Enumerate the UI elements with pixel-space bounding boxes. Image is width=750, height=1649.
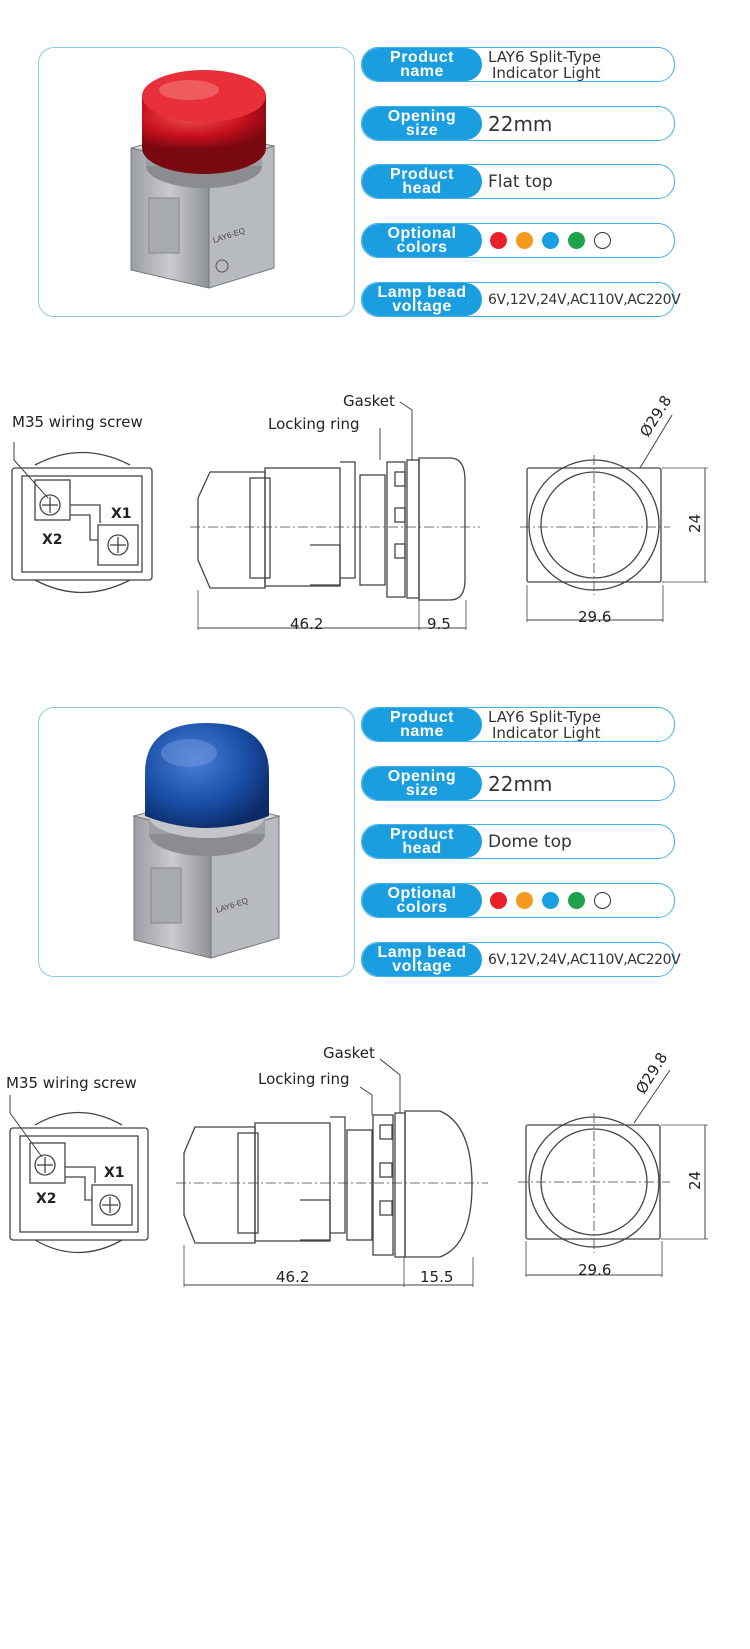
dim-height: 24 [686, 1170, 704, 1190]
red-swatch [490, 892, 507, 909]
spec-row-optional-colors [361, 223, 675, 258]
spec-value: 6V,12V,24V,AC110V,AC220V [488, 951, 681, 968]
spec-label: Opening size [362, 767, 482, 800]
wiring-screw-label: M35 wiring screw [6, 1074, 137, 1092]
spec-label: Product name [362, 708, 482, 741]
spec-value [488, 48, 601, 81]
spec-row-lamp-voltage [361, 282, 681, 317]
spec-value: Dome top [488, 831, 572, 852]
locking-ring-shape [387, 462, 405, 597]
spec-value: 22mm [488, 111, 553, 136]
spec-label: Product head [362, 165, 482, 198]
locking-ring-label: Locking ring [268, 415, 360, 433]
white-swatch [594, 892, 611, 909]
dim-body-length: 46.2 [276, 1268, 310, 1286]
product-name-line1: LAY6 Split-Type [488, 47, 602, 66]
orange-swatch [516, 232, 533, 249]
product-name-line2: Indicator Light [492, 63, 601, 82]
dim-width: 29.6 [578, 1261, 612, 1279]
color-swatches [490, 884, 620, 917]
spec-label: Optional colors [362, 884, 482, 917]
spec-label: Lamp bead voltage [362, 283, 482, 316]
spec-row-lamp-voltage [361, 942, 681, 977]
spec-row-product-head [361, 824, 675, 859]
dome-technical-drawing [0, 1035, 750, 1335]
gasket-shape [395, 1113, 405, 1257]
spec-label: Optional colors [362, 224, 482, 257]
rear-view-outline [35, 1113, 122, 1126]
spec-row-opening-size [361, 766, 675, 801]
spec-value [488, 708, 601, 741]
gasket-label: Gasket [343, 392, 395, 410]
product-name-line1: LAY6 Split-Type [488, 707, 602, 726]
spec-value: Flat top [488, 171, 553, 192]
terminal-x2-label: X2 [36, 1191, 57, 1207]
gasket-shape [407, 460, 419, 598]
svg-text:LAY6-EQ: LAY6-EQ [211, 226, 247, 245]
locking-ring-label: Locking ring [258, 1070, 350, 1088]
dim-head-length: 9.5 [427, 615, 451, 633]
spec-row-product-head [361, 164, 675, 199]
gasket-label: Gasket [323, 1044, 375, 1062]
spec-value: 6V,12V,24V,AC110V,AC220V [488, 291, 681, 308]
flat-indicator-photo [39, 48, 354, 316]
spec-label: Opening size [362, 107, 482, 140]
product-name-line2: Indicator Light [492, 723, 601, 742]
dim-body-length: 46.2 [290, 615, 324, 633]
spec-row-optional-colors [361, 883, 675, 918]
color-swatches [490, 224, 620, 257]
spec-value: 22mm [488, 771, 553, 796]
wiring-screw-label: M35 wiring screw [12, 413, 143, 431]
spec-label: Product head [362, 825, 482, 858]
flat-technical-drawing [0, 380, 750, 680]
rear-view-outline [35, 453, 130, 466]
spec-label: Product name [362, 48, 482, 81]
terminal-x2-label: X2 [42, 532, 63, 548]
dome-indicator-photo [39, 708, 354, 976]
spec-row-opening-size [361, 106, 675, 141]
green-swatch [568, 232, 585, 249]
dim-height: 24 [686, 513, 704, 533]
dim-diameter: Ø29.8 [632, 1049, 672, 1098]
spec-row-product-name [361, 47, 675, 82]
dim-width: 29.6 [578, 608, 612, 626]
flat-lens-shape [419, 458, 465, 600]
blue-swatch [542, 892, 559, 909]
green-swatch [568, 892, 585, 909]
product-photo-flat [38, 47, 355, 317]
locking-ring-shape [373, 1115, 393, 1255]
dim-head-length: 15.5 [420, 1268, 454, 1286]
product-photo-dome [38, 707, 355, 977]
dim-diameter: Ø29.8 [636, 392, 676, 441]
blue-swatch [542, 232, 559, 249]
svg-text:LAY6-EQ: LAY6-EQ [214, 896, 250, 915]
orange-swatch [516, 892, 533, 909]
spec-row-product-name [361, 707, 675, 742]
red-swatch [490, 232, 507, 249]
spec-label: Lamp bead voltage [362, 943, 482, 976]
dome-lens-shape [405, 1111, 472, 1257]
white-swatch [594, 232, 611, 249]
terminal-x1-label: X1 [104, 1165, 125, 1181]
terminal-x1-label: X1 [111, 506, 132, 522]
